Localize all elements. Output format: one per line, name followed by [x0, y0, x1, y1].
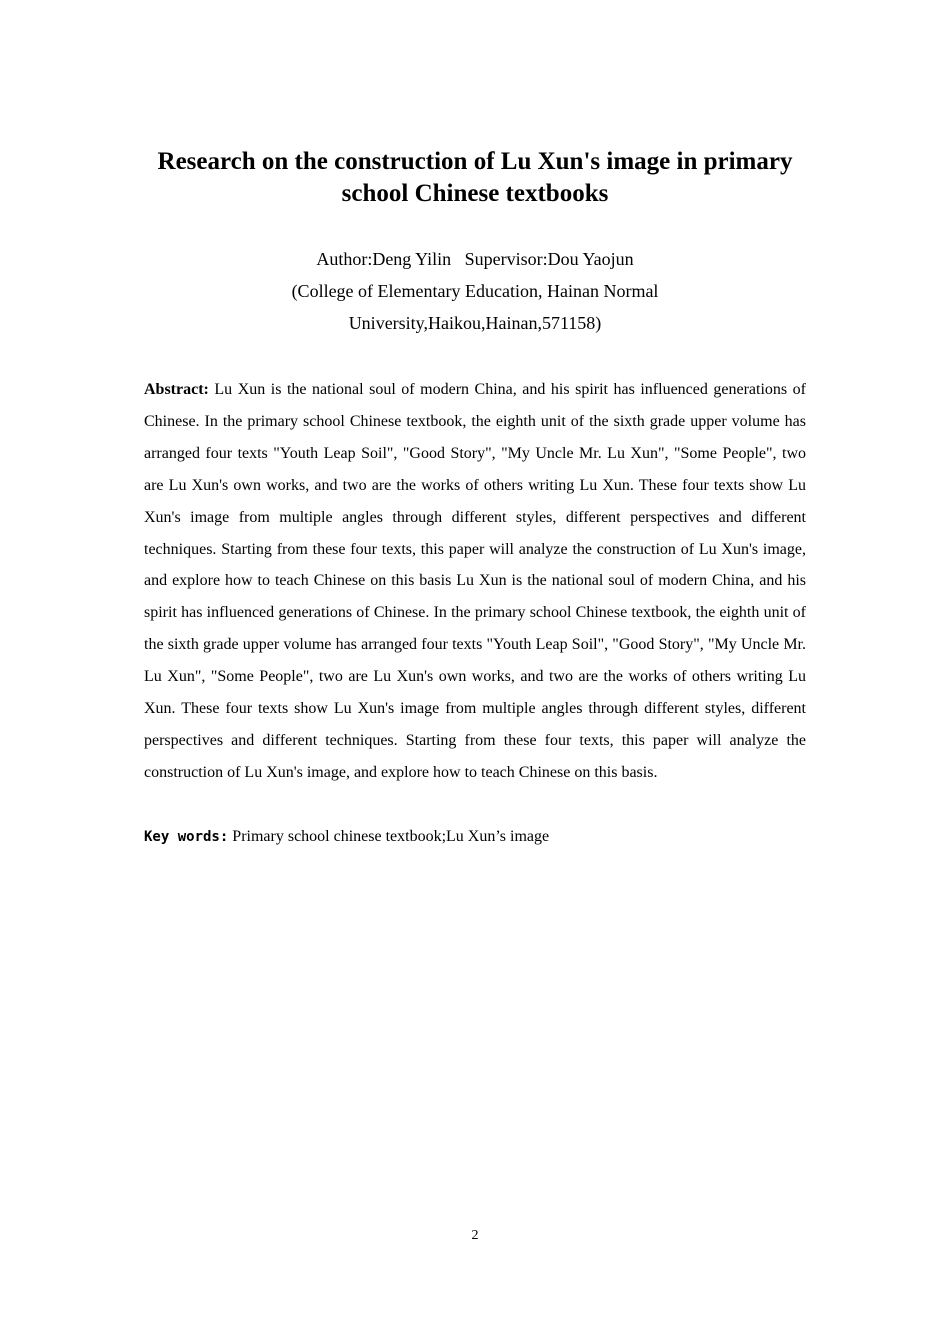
- paper-title: Research on the construction of Lu Xun's image in primary school Chinese textbooks: [157, 148, 793, 207]
- keywords-text: Primary school chinese textbook;Lu Xun’s image: [232, 828, 550, 845]
- abstract-label: Abstract:: [144, 381, 209, 398]
- author-line: Author:Deng Yilin Supervisor:Dou Yaojun: [316, 249, 634, 269]
- keywords-label: Key words:: [144, 829, 229, 845]
- author-block: [200, 243, 750, 339]
- abstract-text: Lu Xun is the national soul of modern China, and his spirit has influenced generations of Chinese. In the primary school Chinese textbook, the eighth unit of the sixth grade upper volume has arranged four texts "Youth Leap Soil", "Good Story", "My Uncle Mr. Lu Xun", "Some People", two are Lu Xun's own works, and two are the works of others writing Lu Xun. These four texts show Lu Xun's image from multiple angles through different styles, different perspectives and different techniques. Starting from these four texts, this paper will analyze the construction of Lu Xun's image, and explore how to teach Chinese on this basis Lu Xun is the national soul of modern China, and his spirit has influenced generations of Chinese. In the primary school Chinese textbook, the eighth unit of the sixth grade upper volume has arranged four texts "Youth Leap Soil", "Good Story", "My Uncle Mr. Lu Xun", "Some People", two are Lu Xun's own works, and two are the works of others writing Lu Xun. These four texts show Lu Xun's image from multiple angles through different styles, different perspectives and different techniques. Starting from these four texts, this paper will analyze the construction of Lu Xun's image, and explore how to teach Chinese on this basis.: [144, 381, 807, 781]
- keywords: [144, 821, 806, 853]
- affiliation: (College of Elementary Education, Hainan Normal University,Haikou,Hainan,571158): [291, 281, 659, 333]
- page-number: 2: [471, 1228, 479, 1243]
- abstract: [144, 374, 806, 789]
